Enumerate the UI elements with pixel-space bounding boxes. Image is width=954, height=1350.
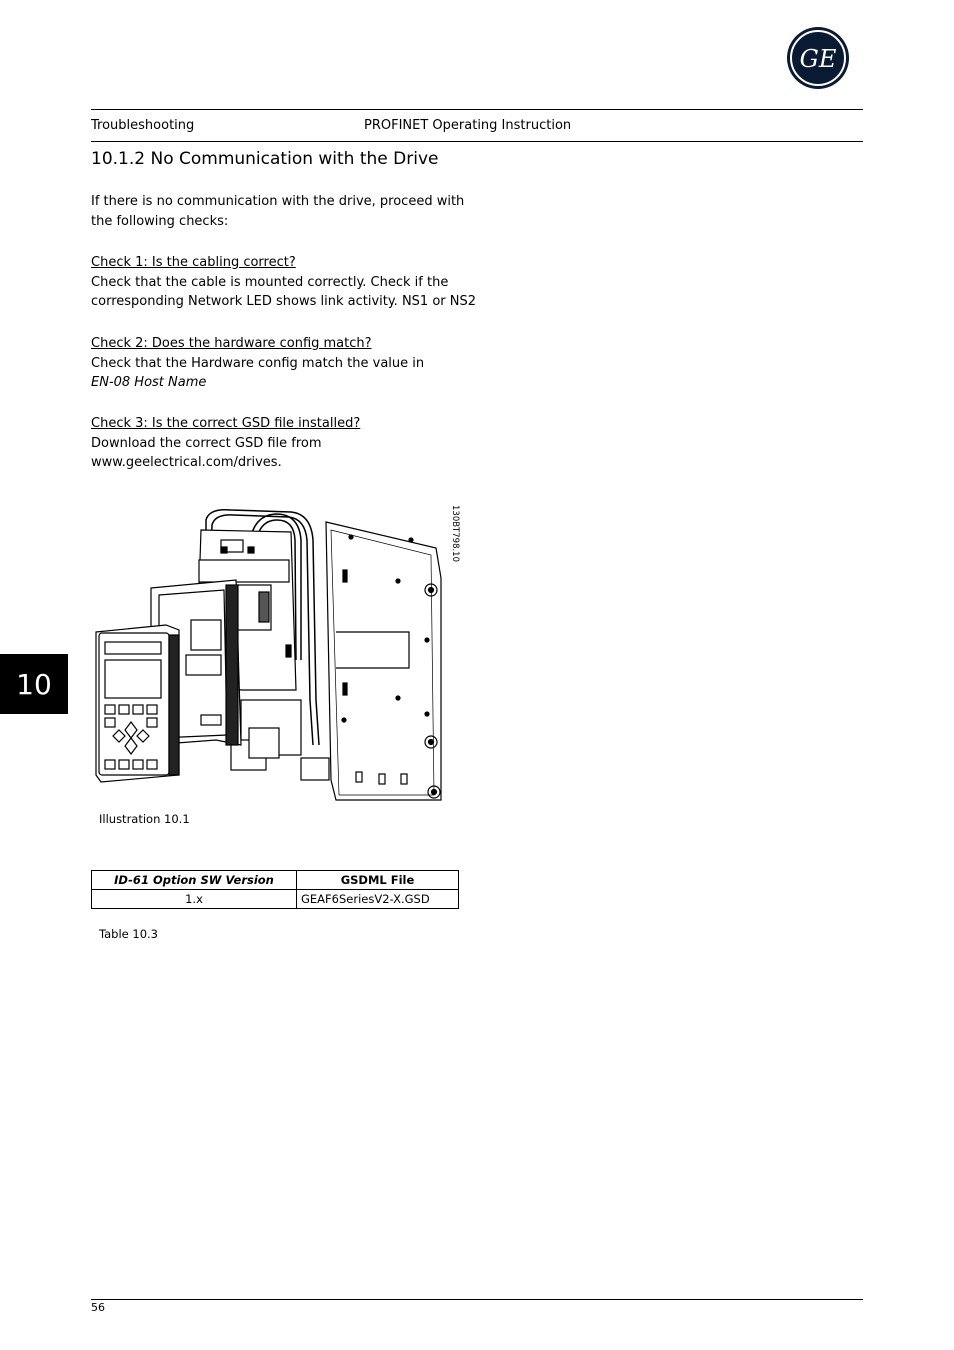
table-header-row [92,871,459,890]
chapter-tab: 10 [0,654,68,714]
header-section: Troubleshooting [91,118,195,133]
header-rule-top [91,109,863,110]
header-document-title: PROFINET Operating Instruction [364,118,572,133]
check-2-parameter: EN-08 Host Name [91,375,207,390]
ge-logo [786,26,850,90]
check-1-line: Check that the cable is mounted correctly. Check if the [91,274,449,290]
table-row [92,890,459,909]
table-header-cell: ID-61 Option SW Version [92,871,297,890]
table-caption: Table 10.3 [99,927,158,941]
check-3-line: Download the correct GSD file from [91,435,322,451]
figure-caption: Illustration 10.1 [99,812,190,826]
check-2 [91,334,471,393]
section-title: 10.1.2 No Communication with the Drive [91,149,439,169]
header-rule-bottom [91,141,863,142]
page-number: 56 [91,1301,105,1314]
table-cell: GEAF6SeriesV2-X.GSD [297,890,459,909]
logo-lettering: GE [799,45,837,73]
back-plate [326,522,441,800]
intro-line: If there is no communication with the drive, proceed with [91,194,465,209]
footer-rule [91,1299,863,1300]
intro-paragraph [91,192,471,231]
check-1-heading: Check 1: Is the cabling correct? [91,255,296,270]
figure-code: 130BT798.10 [450,505,460,562]
keypad [96,625,179,782]
drive-illustration [91,500,461,805]
check-1-line: corresponding Network LED shows link activity. NS1 or NS2 [91,294,477,309]
check-1 [91,253,477,312]
check-2-heading: Check 2: Does the hardware config match? [91,336,372,351]
check-3-url: www.geelectrical.com/drives. [91,455,282,470]
check-3-heading: Check 3: Is the correct GSD file installed? [91,416,361,431]
check-2-line: Check that the Hardware config match the value in [91,355,425,371]
check-3 [91,414,471,473]
intro-line: the following checks: [91,213,229,229]
table-header-cell: GSDML File [297,871,459,890]
gsd-table [91,870,459,909]
table-cell: 1.x [92,890,297,909]
